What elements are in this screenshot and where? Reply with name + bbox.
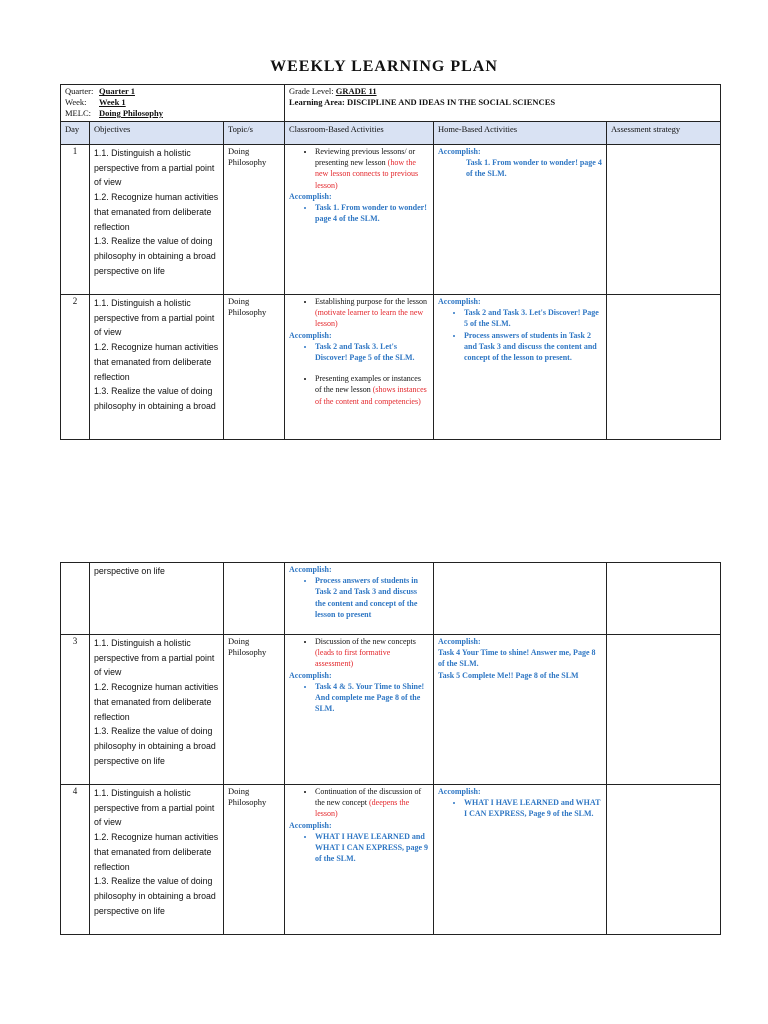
objective-1: 1.1. Distinguish a holistic perspective from a partial point of view — [94, 298, 215, 338]
classroom-cell — [285, 785, 434, 935]
objective-2: 1.2. Recognize human activities that emanated from deliberate reflection — [94, 192, 219, 232]
accomplish-label: Accomplish: — [289, 330, 332, 340]
objective-3-continued: perspective on life — [94, 566, 165, 576]
task-text: Task 1. From wonder to wonder! page 4 of the SLM. — [466, 158, 602, 179]
objective-1: 1.1. Distinguish a holistic perspective from a partial point of view — [94, 638, 215, 678]
objective-2: 1.2. Recognize human activities that emanated from deliberate reflection — [94, 832, 219, 872]
task-text: • WHAT I HAVE LEARNED and WHAT I CAN EXPRESS, Page 9 of the SLM. — [464, 797, 602, 819]
activity-text: Discussion of the new concepts — [315, 637, 416, 646]
objectives-cell — [90, 563, 224, 635]
col-classroom: Classroom-Based Activities — [285, 122, 434, 145]
accomplish-label: Accomplish: — [438, 297, 481, 306]
assessment-cell — [607, 563, 721, 635]
accomplish-label: Accomplish: — [289, 565, 332, 574]
task-text: • Task 1. From wonder to wonder! page 4 of the SLM. — [315, 202, 429, 224]
table-row — [61, 785, 721, 935]
objective-3: 1.3. Realize the value of doing philosophy in obtaining a broad perspective on life — [94, 236, 216, 276]
objective-3: 1.3. Realize the value of doing philosophy in obtaining a broad perspective on life — [94, 876, 216, 916]
objective-3: 1.3. Realize the value of doing philosophy in obtaining a broad perspective on life — [94, 726, 216, 766]
col-home: Home-Based Activities — [434, 122, 607, 145]
day-cell — [61, 563, 90, 635]
accomplish-label: Accomplish: — [289, 191, 332, 201]
classroom-cell — [285, 295, 434, 440]
activity-note: (motivate learner to learn the new lesson) — [315, 308, 424, 329]
quarter-label: Quarter: — [65, 86, 94, 96]
activity-text: Reviewing previous lessons/ or presenting new lesson — [315, 147, 416, 168]
home-cell — [434, 145, 607, 295]
activity-text: Presenting examples or instances of the new lesson — [315, 374, 421, 395]
day-cell: 2 — [61, 295, 90, 440]
day-cell: 3 — [61, 635, 90, 785]
topic-cell: Doing Philosophy — [224, 785, 285, 935]
melc-label: MELC: — [65, 108, 91, 118]
day-cell: 1 — [61, 145, 90, 295]
objective-1: 1.1. Distinguish a holistic perspective from a partial point of view — [94, 148, 215, 188]
accomplish-label: Accomplish: — [289, 670, 332, 680]
accomplish-label: Accomplish: — [438, 637, 481, 646]
task-text: Task 5 Complete Me!! Page 8 of the SLM — [438, 670, 579, 680]
accomplish-label: Accomplish: — [289, 820, 332, 830]
objective-1: 1.1. Distinguish a holistic perspective from a partial point of view — [94, 788, 215, 828]
activity-note: (leads to first formative assessment) — [315, 648, 391, 669]
assessment-cell — [607, 635, 721, 785]
assessment-cell — [607, 145, 721, 295]
topic-cell — [224, 563, 285, 635]
day-cell: 4 — [61, 785, 90, 935]
assessment-cell — [607, 785, 721, 935]
activity-text: Establishing purpose for the lesson — [315, 297, 427, 306]
classroom-cell — [285, 145, 434, 295]
classroom-cell — [285, 563, 434, 635]
quarter-value: Quarter 1 — [99, 86, 135, 96]
objective-2: 1.2. Recognize human activities that emanated from deliberate reflection — [94, 682, 219, 722]
topic-cell: Doing Philosophy — [224, 145, 285, 295]
task-text: • WHAT I HAVE LEARNED and WHAT I CAN EXPRESS, page 9 of the SLM. — [315, 831, 429, 865]
task-text: • Process answers of students in Task 2 and Task 3 and discuss the content and concept of the lesson to present — [315, 575, 429, 620]
objectives-cell — [90, 785, 224, 935]
assessment-cell — [607, 295, 721, 440]
table-row — [61, 563, 721, 635]
table-row — [61, 145, 721, 295]
grade-label: Grade Level: — [289, 86, 334, 96]
grade-value: GRADE 11 — [335, 86, 377, 96]
table-row — [61, 295, 721, 440]
activity-text: Continuation of the discussion of the new concept — [315, 787, 422, 808]
task-text: • Process answers of students in Task 2 and Task 3 and discuss the content and concept of the lesson to present. — [464, 330, 602, 364]
classroom-cell — [285, 635, 434, 785]
melc-value: Doing Philosophy — [99, 108, 164, 118]
header-meta-row — [61, 85, 721, 122]
topic-cell: Doing Philosophy — [224, 635, 285, 785]
meta-right — [285, 85, 721, 122]
accomplish-label: Accomplish: — [438, 787, 481, 796]
area-label: Learning Area: — [289, 97, 345, 107]
col-day: Day — [61, 122, 90, 145]
task-text: • Task 2 and Task 3. Let's Discover! Page 5 of the SLM. — [315, 341, 429, 363]
meta-left — [61, 85, 285, 122]
page-title: WEEKLY LEARNING PLAN — [270, 58, 498, 75]
home-cell — [434, 563, 607, 635]
task-text: Task 4 Your Time to shine! Answer me, Page 8 of the SLM. — [438, 648, 596, 669]
table-row — [61, 635, 721, 785]
col-objectives: Objectives — [90, 122, 224, 145]
learning-plan-table — [60, 84, 721, 440]
objective-2: 1.2. Recognize human activities that emanated from deliberate reflection — [94, 342, 219, 382]
task-text: • Task 4 & 5. Your Time to Shine! And complete me Page 8 of the SLM. — [315, 681, 429, 715]
home-cell — [434, 785, 607, 935]
accomplish-label: Accomplish: — [438, 147, 481, 156]
task-text: • Task 2 and Task 3. Let's Discover! Page 5 of the SLM. — [464, 307, 602, 329]
home-cell — [434, 635, 607, 785]
activity-note: (how the new lesson connects to previous lesson) — [315, 158, 419, 190]
objectives-cell — [90, 145, 224, 295]
week-value: Week 1 — [99, 97, 126, 107]
column-header-row — [61, 122, 721, 145]
topic-cell: Doing Philosophy — [224, 295, 285, 440]
objectives-cell — [90, 635, 224, 785]
area-value: DISCIPLINE AND IDEAS IN THE SOCIAL SCIENCES — [346, 97, 556, 107]
activity-note: (shows instances of the content and competencies) — [315, 385, 427, 406]
home-cell — [434, 295, 607, 440]
objectives-cell — [90, 295, 224, 440]
activity-note: (deepens the lesson) — [315, 798, 410, 819]
week-label: Week: — [65, 97, 87, 107]
objective-3: 1.3. Realize the value of doing philosophy in obtaining a broad — [94, 386, 216, 411]
learning-plan-table-continued — [60, 562, 721, 935]
col-assessment: Assessment strategy — [607, 122, 721, 145]
col-topics: Topic/s — [224, 122, 285, 145]
